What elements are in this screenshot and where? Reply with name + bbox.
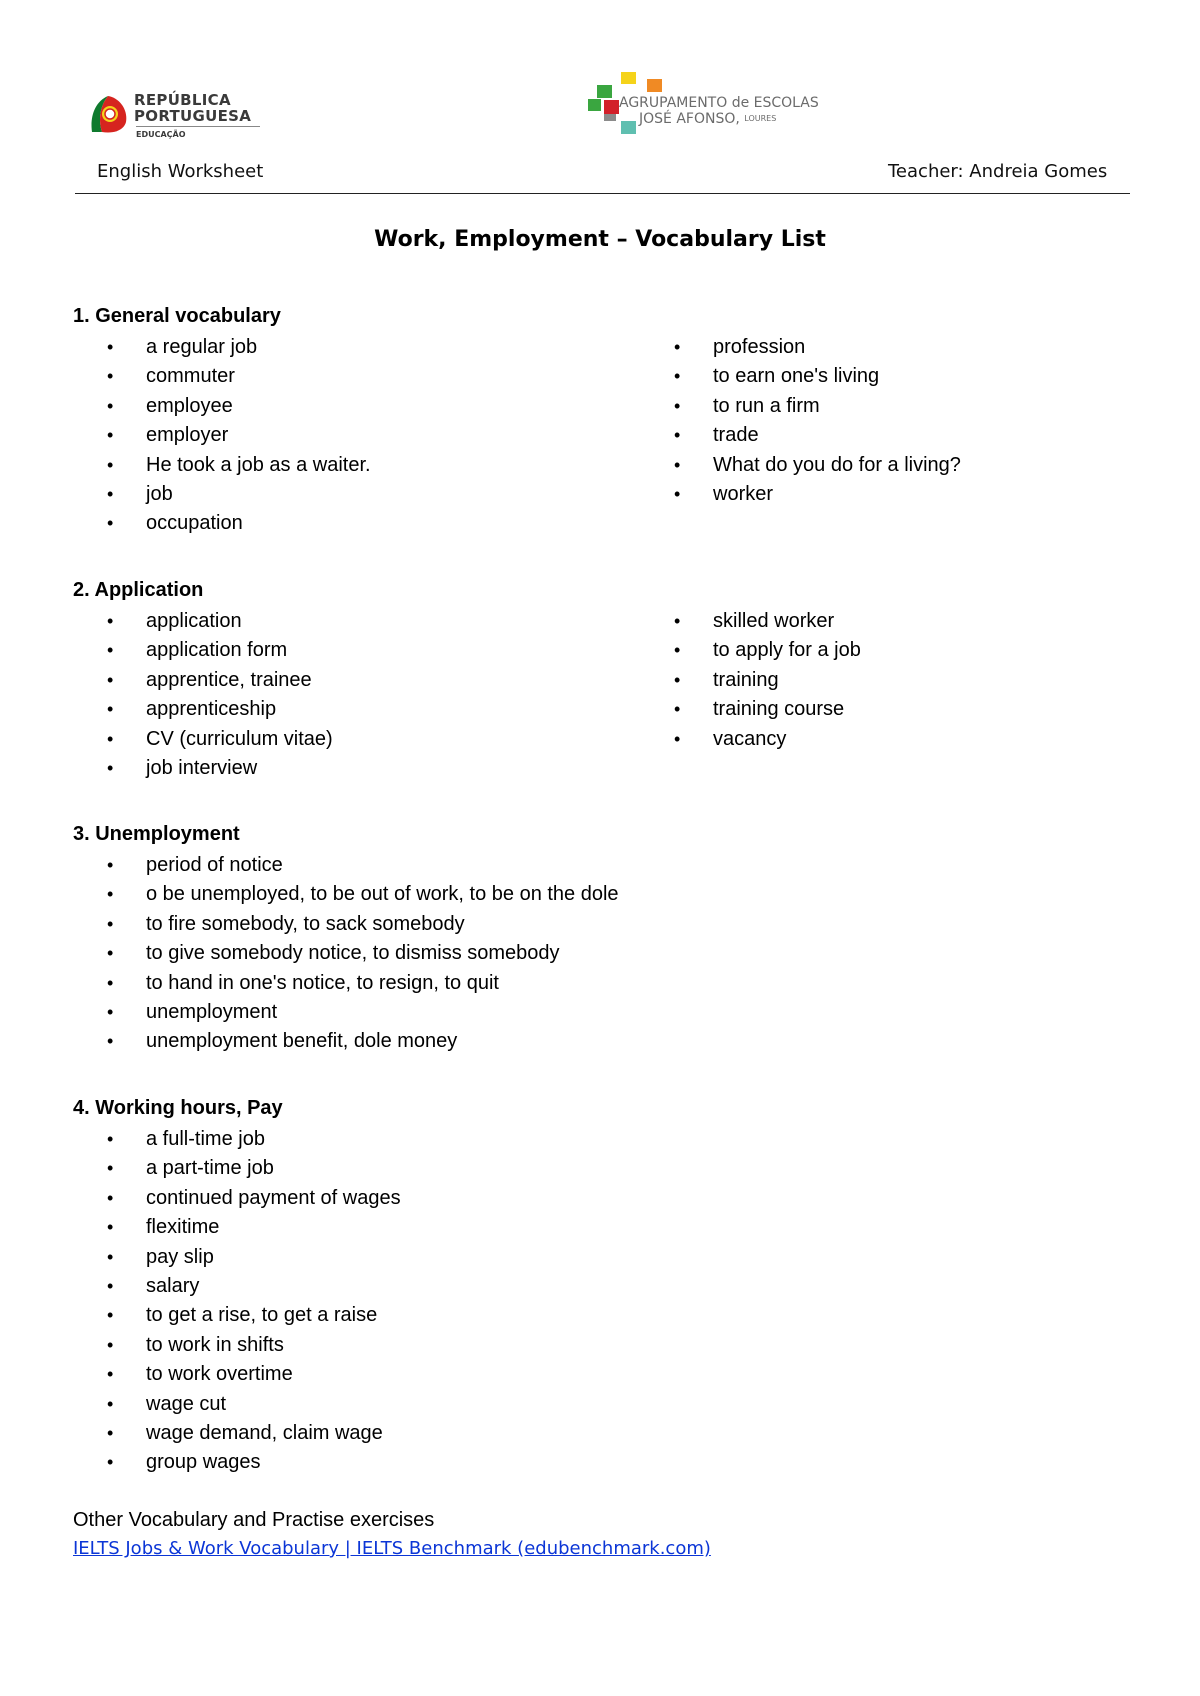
list-item: • to fire somebody, to sack somebody xyxy=(73,910,619,939)
footer-text: Other Vocabulary and Practise exercises xyxy=(73,1509,435,1531)
list-item: • What do you do for a living? xyxy=(640,451,961,480)
list-item: • a part-time job xyxy=(73,1154,401,1183)
list-item: • to work overtime xyxy=(73,1360,401,1389)
section-application-left-list xyxy=(73,607,333,783)
section-heading-working-hours: 4. Working hours, Pay xyxy=(73,1097,283,1119)
header-right-text: Teacher: Andreia Gomes xyxy=(888,161,1108,182)
list-item: • o be unemployed, to be out of work, to be on the dole xyxy=(73,880,619,909)
list-item: • to earn one's living xyxy=(640,362,961,391)
logo-left-line3: EDUCAÇÃO xyxy=(136,130,186,139)
list-item: • continued payment of wages xyxy=(73,1184,401,1213)
section-heading-general: 1. General vocabulary xyxy=(73,305,281,327)
header-divider xyxy=(75,193,1130,194)
list-item: • profession xyxy=(640,333,961,362)
list-item: • job interview xyxy=(73,754,333,783)
section-application-right-list xyxy=(640,607,861,754)
logo-right-line3: LOURES xyxy=(744,114,777,123)
section-working-hours-list xyxy=(73,1125,401,1478)
list-item: • unemployment benefit, dole money xyxy=(73,1027,619,1056)
logo-left-line2: PORTUGUESA xyxy=(134,107,252,125)
list-item: • application xyxy=(73,607,333,636)
list-item: • apprenticeship xyxy=(73,695,333,724)
list-item: • group wages xyxy=(73,1448,401,1477)
list-item: • to apply for a job xyxy=(640,636,861,665)
list-item: • training course xyxy=(640,695,861,724)
list-item: • occupation xyxy=(73,509,371,538)
list-item: • to work in shifts xyxy=(73,1331,401,1360)
list-item: • flexitime xyxy=(73,1213,401,1242)
list-item: • to give somebody notice, to dismiss somebody xyxy=(73,939,619,968)
list-item: • training xyxy=(640,666,861,695)
logo-right-line2: JOSÉ AFONSO, xyxy=(639,111,740,127)
list-item: • unemployment xyxy=(73,998,619,1027)
list-item: • a full-time job xyxy=(73,1125,401,1154)
list-item: • wage cut xyxy=(73,1390,401,1419)
logo-left-line1: REPÚBLICA xyxy=(134,91,231,109)
list-item: • trade xyxy=(640,421,961,450)
list-item: • to run a firm xyxy=(640,392,961,421)
republica-portuguesa-logo xyxy=(86,88,266,144)
agrupamento-escolas-logo xyxy=(586,71,819,137)
section-heading-unemployment: 3. Unemployment xyxy=(73,823,240,845)
header-left-text: English Worksheet xyxy=(97,161,264,182)
list-item: • employee xyxy=(73,392,371,421)
list-item: • application form xyxy=(73,636,333,665)
page-title: Work, Employment – Vocabulary List xyxy=(374,227,826,252)
list-item: • to hand in one's notice, to resign, to quit xyxy=(73,969,619,998)
list-item: • salary xyxy=(73,1272,401,1301)
section-general-left-list xyxy=(73,333,371,539)
list-item: • to get a rise, to get a raise xyxy=(73,1301,401,1330)
ielts-vocabulary-link[interactable]: IELTS Jobs & Work Vocabulary | IELTS Benchmark (edubenchmark.com) xyxy=(73,1538,711,1559)
list-item: • employer xyxy=(73,421,371,450)
list-item: • pay slip xyxy=(73,1243,401,1272)
list-item: • job xyxy=(73,480,371,509)
list-item: • vacancy xyxy=(640,725,861,754)
list-item: • He took a job as a waiter. xyxy=(73,451,371,480)
list-item: • period of notice xyxy=(73,851,619,880)
section-heading-application: 2. Application xyxy=(73,579,204,601)
logo-right-line1: AGRUPAMENTO de ESCOLAS xyxy=(619,95,819,111)
list-item: • a regular job xyxy=(73,333,371,362)
list-item: • commuter xyxy=(73,362,371,391)
list-item: • CV (curriculum vitae) xyxy=(73,725,333,754)
section-unemployment-list xyxy=(73,851,619,1057)
section-general-right-list xyxy=(640,333,961,509)
list-item: • apprentice, trainee xyxy=(73,666,333,695)
list-item: • worker xyxy=(640,480,961,509)
list-item: • skilled worker xyxy=(640,607,861,636)
list-item: • wage demand, claim wage xyxy=(73,1419,401,1448)
portugal-emblem-icon xyxy=(86,92,132,138)
